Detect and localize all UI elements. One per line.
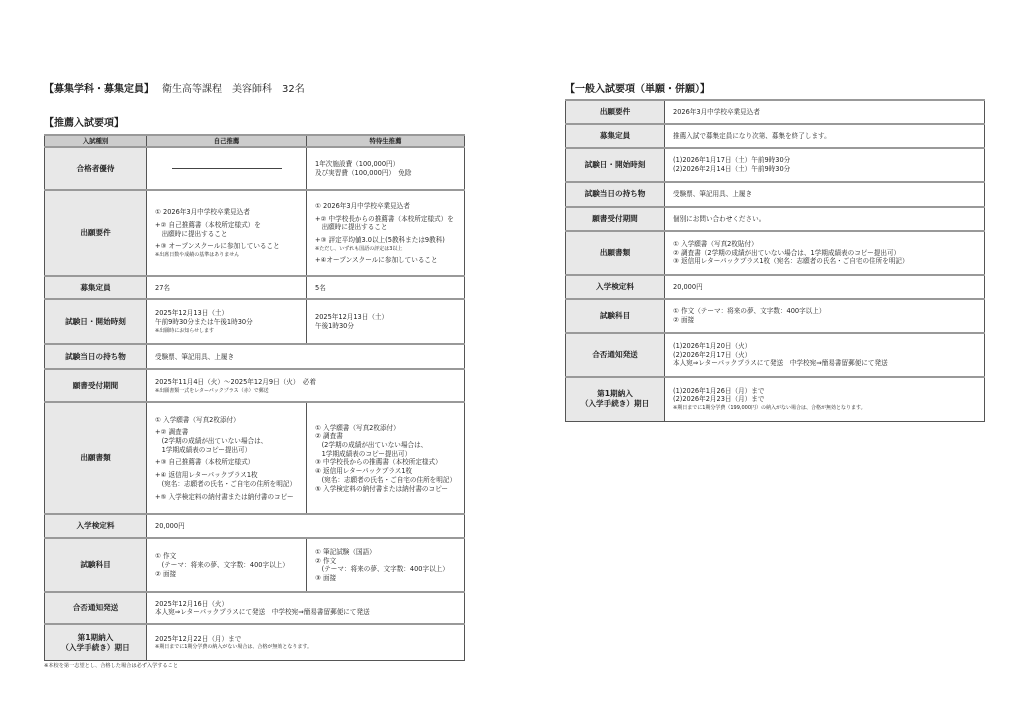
recruitment-header	[44, 80, 305, 95]
row-label: 入学検定料	[45, 514, 147, 538]
table-row	[566, 333, 985, 377]
cell-line: 受験票、筆記用具、上履き	[673, 190, 753, 199]
cell-line: +④ 返信用レターパックプラス1枚	[155, 471, 258, 480]
value-cell	[665, 231, 985, 275]
table-row	[566, 377, 985, 421]
value-cell	[307, 402, 465, 514]
cell-line: 20,000円	[673, 282, 703, 291]
table-row	[45, 369, 465, 402]
table-row	[566, 124, 985, 148]
value-cell	[147, 514, 465, 538]
dash-line	[172, 168, 282, 169]
table-row	[45, 514, 465, 538]
value-cell	[147, 592, 465, 624]
cell-line: (2学期の成績が出ていない場合は、	[155, 437, 268, 446]
header-title: 【募集学科・募集定員】	[44, 84, 154, 95]
cell-line: ② 面接	[673, 316, 695, 324]
value-cell	[307, 276, 465, 299]
row-label: 合否通知発送	[45, 592, 147, 624]
cell-line: ※出願時にお知らせします	[155, 327, 215, 334]
row-label: 出願要件	[45, 190, 147, 276]
cell-line: 及び実習費（100,000円） 免除	[315, 168, 412, 177]
cell-line: +② 調査書	[155, 428, 189, 437]
table-row	[566, 299, 985, 333]
cell-line: ※出席日数や成績の基準はありません	[155, 252, 240, 259]
value-cell	[665, 124, 985, 148]
col-header: 自己推薦	[147, 135, 307, 147]
table-row	[566, 231, 985, 275]
value-cell	[665, 333, 985, 377]
table-row	[45, 147, 465, 190]
row-label: 第1期納入 （入学手続き）期日	[45, 624, 147, 660]
cell-line: ④ 返信用レターパックプラス1枚	[315, 467, 413, 476]
cell-line: (2学期の成績が出ていない場合は、	[315, 441, 428, 450]
cell-line: +③ オープンスクールに参加していること	[155, 242, 280, 251]
cell-line: 午後1時30分	[315, 321, 354, 330]
table-row	[45, 624, 465, 660]
cell-line: 2025年11月4日（火）～2025年12月9日（火） 必着	[155, 377, 316, 386]
row-label: 出願書類	[566, 231, 665, 275]
table-row	[45, 344, 465, 369]
cell-line: (2)2026年2月17日（火）	[673, 350, 752, 359]
cell-line: (1)2026年1月26日（月）まで	[673, 386, 765, 395]
cell-line: ① 入学願書（写真2枚添付）	[315, 423, 400, 432]
row-label: 合格者優待	[45, 147, 147, 190]
cell-line: (1)2026年1月20日（火）	[673, 341, 752, 350]
cell-line: ③ 中学校長からの推薦書（本校所定様式）	[315, 458, 442, 467]
cell-line: 2025年12月13日（土）	[155, 309, 229, 318]
value-cell	[307, 299, 465, 344]
table-row	[566, 148, 985, 182]
cell-line: (テーマ：将来の夢、文字数：400字以上）	[315, 565, 449, 574]
table-row	[566, 207, 985, 231]
value-cell	[147, 190, 307, 276]
cell-line: ⑤ 入学検定料の納付書または納付書のコピー	[315, 484, 449, 493]
table-row	[45, 299, 465, 344]
value-cell	[307, 190, 465, 276]
cell-line: 本人宛⇒レターパックプラスにて発送 中学校宛⇒簡易書留郵便にて発送	[155, 608, 370, 617]
value-cell	[147, 624, 465, 660]
table-row	[45, 276, 465, 299]
cell-line: +⑤ 入学検定料の納付書または納付書のコピー	[155, 492, 294, 501]
row-label: 募集定員	[566, 124, 665, 148]
cell-line: 2025年12月22日（月）まで	[155, 634, 242, 643]
value-cell	[665, 207, 985, 231]
cell-line: 個別にお問い合わせください。	[673, 214, 766, 223]
cell-line: ② 調査書	[315, 432, 343, 441]
header-value: 衛生高等課程 美容師科 32名	[162, 84, 305, 95]
cell-line: +② 中学校長からの推薦書（本校所定様式）を	[315, 214, 454, 223]
general-table	[565, 99, 985, 422]
cell-line: 推薦入試で募集定員になり次第、募集を終了します。	[673, 131, 831, 140]
value-cell	[665, 275, 985, 299]
cell-line: +③ 評定平均値3.0以上(5教科または9教科)	[315, 236, 445, 244]
cell-line: ① 2026年3月中学校卒業見込者	[315, 201, 410, 210]
cell-line: 午前9時30分または午後1時30分	[155, 318, 253, 327]
cell-line: +③ 自己推薦書（本校所定様式）	[155, 458, 255, 467]
cell-line: 2025年12月16日（火）	[155, 599, 229, 608]
cell-line: 1学期成績表のコピー提出可）	[315, 449, 412, 458]
cell-line: ※期日までに1期分学費（199,000円）の納入がない場合は、合格が無効となります。	[673, 405, 866, 412]
recommendation-table	[44, 134, 465, 661]
row-label: 試験当日の持ち物	[566, 182, 665, 207]
table-row	[45, 190, 465, 276]
table-row	[566, 275, 985, 299]
value-cell	[307, 538, 465, 592]
row-label: 願書受付期間	[566, 207, 665, 231]
cell-line: +② 自己推薦書（本校所定様式）を	[155, 220, 261, 229]
value-cell	[665, 377, 985, 421]
value-cell	[147, 538, 307, 592]
value-cell	[665, 148, 985, 182]
value-cell	[147, 344, 465, 369]
general-title: 【一般入試要項（単願・併願）】	[565, 84, 710, 95]
value-cell	[665, 182, 985, 207]
row-label: 募集定員	[45, 276, 147, 299]
value-cell	[147, 147, 307, 190]
value-cell	[147, 369, 465, 402]
row-label: 試験日・開始時刻	[566, 148, 665, 182]
row-label: 試験科目	[45, 538, 147, 592]
cell-line: (テーマ：将来の夢、文字数：400字以上）	[155, 561, 289, 570]
cell-line: ① 入学願書（写真2枚貼付）	[673, 239, 758, 248]
cell-line: (2)2026年2月14日（土）午前9時30分	[673, 165, 791, 173]
cell-line: ① 2026年3月中学校卒業見込者	[155, 208, 250, 217]
footnote: ※本校を第一志望とし、合格した場合は必ず入学すること	[44, 663, 179, 669]
value-cell	[147, 299, 307, 344]
value-cell	[147, 276, 307, 299]
table-row	[45, 402, 465, 514]
value-cell	[665, 100, 985, 124]
cell-line: (宛名：志願者の氏名・ご自宅の住所を明記）	[155, 479, 297, 488]
cell-line: ③ 返信用レターパックプラス1枚（宛名：志願者の氏名・ご自宅の住所を明記）	[673, 257, 909, 266]
cell-line: ※ただし、いずれも国語の評定は3以上	[315, 245, 403, 252]
cell-line: ① 筆記試験（国語）	[315, 548, 376, 557]
cell-line: 20,000円	[155, 522, 185, 531]
row-label: 第1期納入 （入学手続き）期日	[566, 377, 665, 421]
cell-line: 受験票、筆記用具、上履き	[155, 352, 235, 361]
value-cell	[307, 147, 465, 190]
cell-line: 27名	[155, 283, 170, 292]
table-row	[566, 100, 985, 124]
row-label: 入学検定料	[566, 275, 665, 299]
row-label: 試験科目	[566, 299, 665, 333]
cell-line: 2025年12月13日（土）	[315, 313, 389, 322]
cell-line: 1年次施設費（100,000円）	[315, 160, 400, 169]
cell-line: 1学期成績表のコピー提出可）	[155, 445, 252, 454]
cell-line: ② 作文	[315, 556, 337, 565]
cell-line: 5名	[315, 283, 326, 292]
table-row	[566, 182, 985, 207]
cell-line: ① 入学願書（写真2枚添付）	[155, 415, 240, 424]
cell-line: (宛名：志願者の氏名・ご自宅の住所を明記）	[315, 475, 457, 484]
cell-line: ※出願書類一式をレターパックプラス（赤）で郵送	[155, 387, 269, 394]
cell-line: ② 面接	[155, 569, 177, 578]
cell-line: (2)2026年2月23日（月）まで	[673, 395, 765, 404]
cell-line: ※期日までに1期分学費の納入がない場合は、合格が無効となります。	[155, 644, 312, 651]
row-label: 願書受付期間	[45, 369, 147, 402]
cell-line: (1)2026年1月17日（土）午前9時30分	[673, 156, 791, 165]
cell-line: +④オープンスクールに参加していること	[315, 256, 438, 265]
row-label: 出願要件	[566, 100, 665, 124]
table-row	[45, 592, 465, 624]
cell-line: ③ 面接	[315, 574, 337, 583]
row-label: 試験当日の持ち物	[45, 344, 147, 369]
col-header: 特待生推薦	[307, 135, 465, 147]
cell-line: 本人宛⇒レターパックプラスにて発送 中学校宛⇒簡易書留郵便にて発送	[673, 359, 888, 368]
cell-line: 2026年3月中学校卒業見込者	[673, 107, 760, 116]
cell-line: 出願時に提出すること	[315, 223, 388, 232]
recommendation-title: 【推薦入試要項】	[44, 118, 124, 129]
value-cell	[665, 299, 985, 333]
cell-line: ① 作文（テーマ：将来の夢、文字数：400字以上）	[673, 307, 826, 316]
row-label: 試験日・開始時刻	[45, 299, 147, 344]
row-label: 合否通知発送	[566, 333, 665, 377]
row-label: 出願書類	[45, 402, 147, 514]
cell-line: 出願時に提出すること	[155, 229, 228, 238]
value-cell	[147, 402, 307, 514]
cell-line: ② 調査書（2学期の成績が出ていない場合は、1学期成績表のコピー提出可）	[673, 248, 901, 257]
col-header: 入試種別	[45, 135, 147, 147]
cell-line: ① 作文	[155, 552, 177, 561]
table-row	[45, 538, 465, 592]
